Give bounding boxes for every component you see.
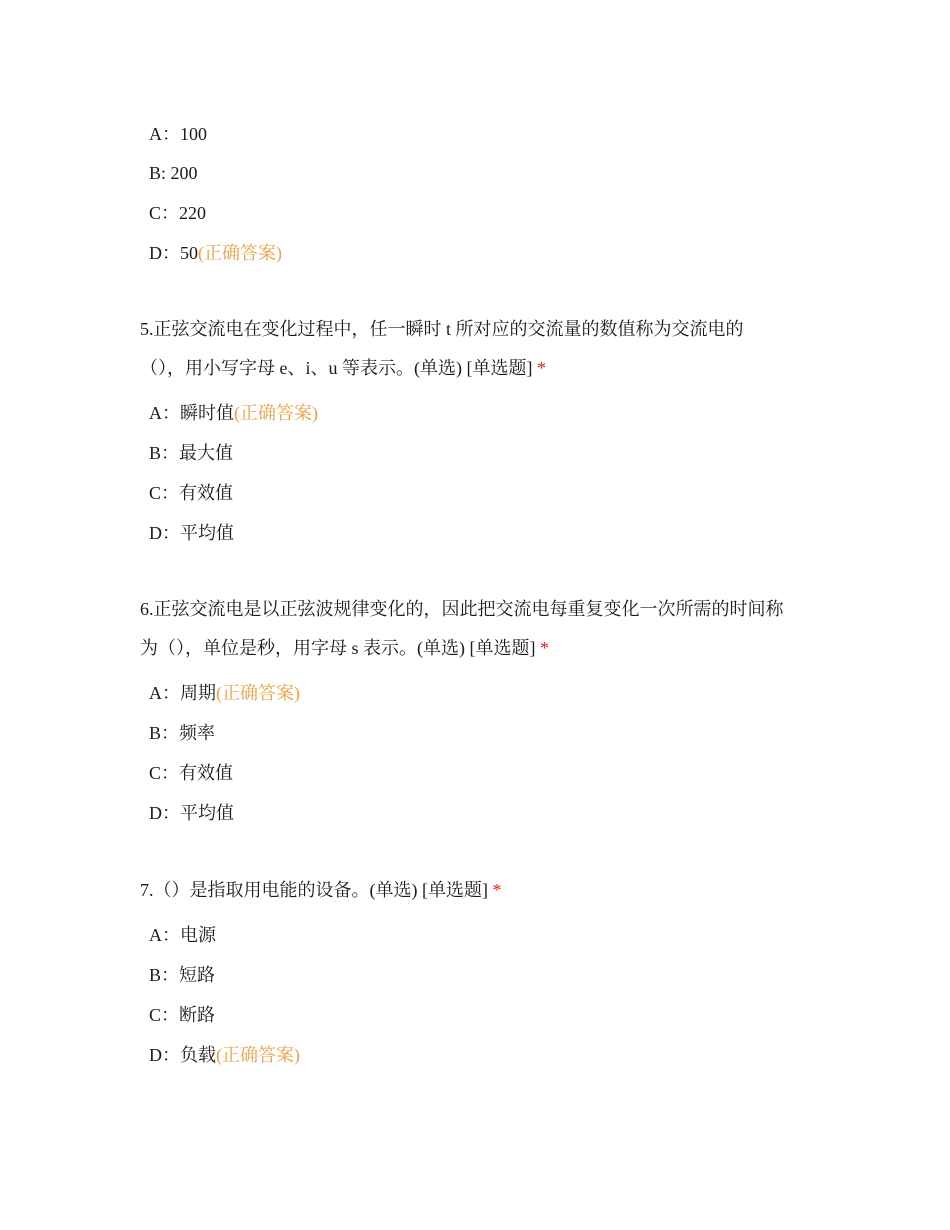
option-label: C：有效值 — [149, 763, 234, 783]
correct-answer-mark: (正确答案) — [198, 243, 282, 263]
correct-answer-mark: (正确答案) — [234, 403, 318, 423]
question-5-text-line2 — [140, 357, 546, 379]
option-label: D：50 — [149, 243, 198, 263]
option-q4-c — [149, 202, 206, 224]
option-q7-c — [149, 1004, 215, 1026]
question-6-text-line2 — [140, 637, 549, 659]
option-q5-a — [149, 402, 318, 424]
option-label: C：断路 — [149, 1005, 216, 1025]
required-asterisk: * — [539, 638, 549, 658]
option-q5-b — [149, 442, 233, 464]
option-label: A：瞬时值 — [149, 403, 234, 423]
option-q6-b — [149, 722, 215, 744]
question-5-text-line1: 5.正弦交流电在变化过程中，任一瞬时 t 所对应的交流量的数值称为交流电的 — [140, 319, 744, 339]
option-label: D：负载 — [149, 1045, 216, 1065]
required-asterisk: * — [492, 880, 502, 900]
option-label: B：短路 — [149, 965, 216, 985]
option-label: D：平均值 — [149, 803, 234, 823]
question-text: 为（），单位是秒，用字母 s 表示。(单选) [单选题] — [140, 638, 536, 658]
option-q4-b — [149, 162, 198, 184]
option-q6-a — [149, 682, 300, 704]
option-q5-d — [149, 522, 234, 544]
option-q6-d — [149, 802, 234, 824]
option-label: A：周期 — [149, 683, 216, 703]
correct-answer-mark: (正确答案) — [216, 1045, 300, 1065]
question-text: 7.（）是指取用电能的设备。(单选) [单选题] — [140, 880, 488, 900]
option-q7-b — [149, 964, 215, 986]
option-q4-a — [149, 123, 207, 145]
option-label: A：电源 — [149, 925, 216, 945]
option-label: C：有效值 — [149, 483, 234, 503]
option-label: B：频率 — [149, 723, 216, 743]
required-asterisk: * — [536, 358, 546, 378]
question-text: （），用小写字母 e、i、u 等表示。(单选) [单选题] — [140, 358, 533, 378]
option-label: C：220 — [149, 203, 207, 223]
question-7-text — [140, 879, 501, 901]
option-q7-a — [149, 924, 216, 946]
option-label: B：最大值 — [149, 443, 234, 463]
option-label: B: 200 — [149, 163, 198, 183]
option-q7-d — [149, 1044, 300, 1066]
option-label: D：平均值 — [149, 523, 234, 543]
question-6-text-line1: 6.正弦交流电是以正弦波规律变化的，因此把交流电每重复变化一次所需的时间称 — [140, 599, 784, 619]
option-q5-c — [149, 482, 233, 504]
option-q6-c — [149, 762, 233, 784]
option-q4-d — [149, 242, 282, 264]
correct-answer-mark: (正确答案) — [216, 683, 300, 703]
option-label: A：100 — [149, 124, 207, 144]
